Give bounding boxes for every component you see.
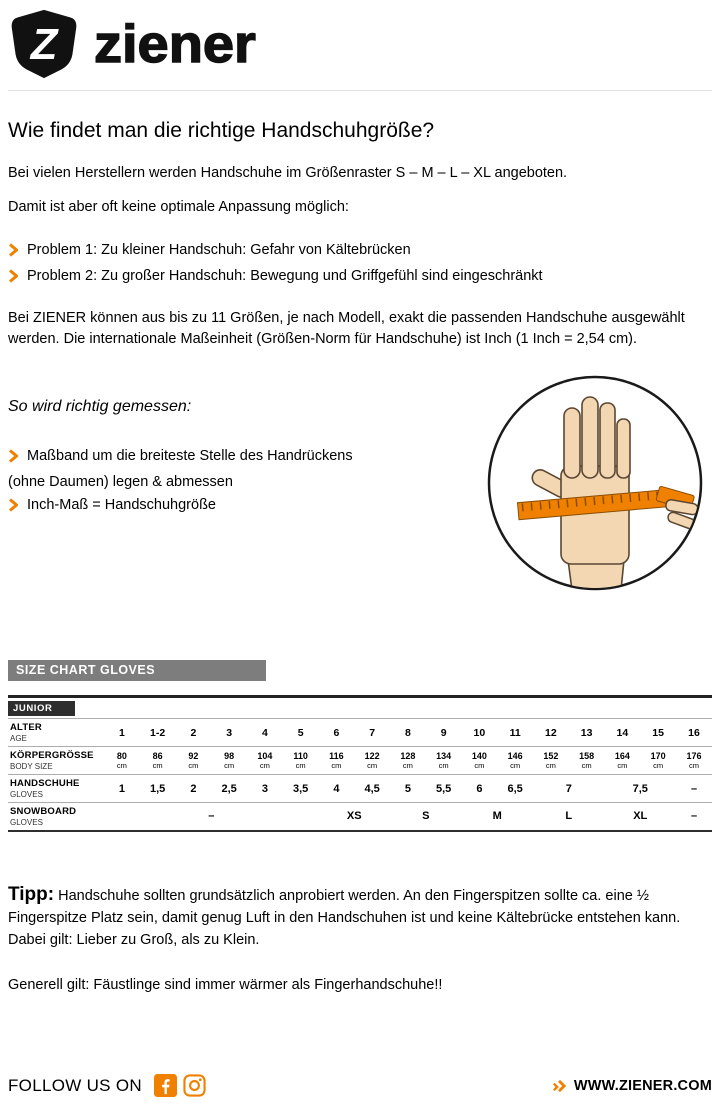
size-cell: 122 cm — [354, 747, 390, 775]
tip-label: Tipp: — [8, 883, 55, 905]
size-cell: 14 — [605, 719, 641, 747]
measure-bullet-1 — [8, 448, 478, 464]
measure-text-1-continued: (ohne Daumen) legen & abmessen — [8, 474, 233, 490]
measure-text-2: Inch-Maß = Handschuhgröße — [27, 497, 216, 513]
measure-section — [8, 398, 712, 634]
size-cell: 15 — [640, 719, 676, 747]
brand-wordmark: ziener — [94, 13, 256, 74]
problem-bullet-2 — [8, 268, 712, 284]
size-cell: 5,5 — [426, 775, 462, 803]
footer — [8, 1074, 712, 1097]
size-cell: 6 — [462, 775, 498, 803]
facebook-icon[interactable] — [154, 1074, 177, 1097]
size-cell: 2 — [176, 775, 212, 803]
chevron-bullet-icon — [8, 498, 18, 512]
measure-bullet-2 — [8, 497, 478, 513]
size-cell: 5 — [390, 775, 426, 803]
size-cell: S — [390, 803, 462, 831]
hand-measurement-illustration — [484, 372, 706, 594]
size-cell: 98 cm — [211, 747, 247, 775]
website-url: WWW.ZIENER.COM — [573, 1077, 712, 1094]
size-cell: 110 cm — [283, 747, 319, 775]
ziener-shield-logo-icon — [8, 8, 80, 80]
size-cell: 3 — [247, 775, 283, 803]
brand-header — [8, 0, 712, 91]
size-cell: 80 cm — [104, 747, 140, 775]
size-cell: 6 — [319, 719, 355, 747]
problem-list — [8, 242, 712, 284]
size-cell: 104 cm — [247, 747, 283, 775]
size-row-label: KÖRPERGRÖSSE BODY SIZE — [8, 747, 104, 775]
size-cell: 4 — [247, 719, 283, 747]
measure-instructions — [8, 398, 478, 513]
size-cell: 128 cm — [390, 747, 426, 775]
size-table-block — [8, 695, 712, 832]
size-cell: 1 — [104, 775, 140, 803]
size-cell: 116 cm — [319, 747, 355, 775]
size-cell: 4,5 — [354, 775, 390, 803]
size-cell: 158 cm — [569, 747, 605, 775]
double-chevron-icon — [552, 1079, 567, 1093]
sizing-explanation: Bei ZIENER können aus bis zu 11 Größen, je nach Modell, exakt die passenden Handschuhe ausgewählt werden. Die internationale Maßeinheit (Größen-Norm für Handschuhe) ist Inch (1 Inch = 2,54 cm). — [8, 310, 685, 347]
social-icons — [154, 1074, 206, 1097]
size-cell: 92 cm — [176, 747, 212, 775]
size-cell: – — [676, 803, 712, 831]
size-cell: – — [676, 775, 712, 803]
measure-heading: So wird richtig gemessen: — [8, 398, 192, 415]
size-cell: 3 — [211, 719, 247, 747]
size-table-row — [8, 775, 712, 803]
size-cell: 9 — [426, 719, 462, 747]
intro-line-2: Damit ist aber oft keine optimale Anpassung möglich: — [8, 199, 349, 215]
size-cell: 170 cm — [640, 747, 676, 775]
size-cell: 146 cm — [497, 747, 533, 775]
size-cell: 5 — [283, 719, 319, 747]
size-cell: 6,5 — [497, 775, 533, 803]
size-cell: 2 — [176, 719, 212, 747]
size-cell: 13 — [569, 719, 605, 747]
size-cell: 3,5 — [283, 775, 319, 803]
size-cell: 4 — [319, 775, 355, 803]
size-cell: 12 — [533, 719, 569, 747]
size-cell: 152 cm — [533, 747, 569, 775]
chevron-bullet-icon — [8, 449, 18, 463]
size-chart-table — [8, 718, 712, 832]
general-note: Generell gilt: Fäustlinge sind immer wärmer als Fingerhandschuhe!! — [8, 976, 443, 993]
measure-text-1: Maßband um die breiteste Stelle des Handrückens — [27, 448, 353, 464]
intro-line-1: Bei vielen Herstellern werden Handschuhe im Größenraster S – M – L – XL angeboten. — [8, 165, 568, 181]
intro-paragraph — [8, 163, 712, 218]
size-cell: 134 cm — [426, 747, 462, 775]
size-cell: 2,5 — [211, 775, 247, 803]
size-cell: 7 — [354, 719, 390, 747]
size-row-label: ALTER AGE — [8, 719, 104, 747]
follow-us-label: FOLLOW US ON — [8, 1075, 142, 1095]
size-cell: 7,5 — [605, 775, 677, 803]
problem-text-2: Problem 2: Zu großer Handschuh: Bewegung und Griffgefühl sind eingeschränkt — [27, 268, 543, 284]
size-cell: 140 cm — [462, 747, 498, 775]
size-table-row — [8, 747, 712, 775]
size-cell: L — [533, 803, 605, 831]
size-cell: 16 — [676, 719, 712, 747]
size-cell: XL — [605, 803, 677, 831]
size-cell: 10 — [462, 719, 498, 747]
logo-letter: Z — [30, 21, 58, 70]
website-link[interactable] — [552, 1078, 712, 1094]
size-cell: – — [104, 803, 319, 831]
size-cell: 86 cm — [140, 747, 176, 775]
size-table-row — [8, 803, 712, 831]
size-cell: 176 cm — [676, 747, 712, 775]
size-row-label: SNOWBOARD GLOVES — [8, 803, 104, 831]
size-cell: 7 — [533, 775, 605, 803]
size-cell: 164 cm — [605, 747, 641, 775]
size-chart-title-bar: SIZE CHART GLOVES — [8, 660, 266, 681]
tip-text: Handschuhe sollten grundsätzlich anprobiert werden. An den Fingerspitzen sollte ca. eine ½ Fingerspitze Platz sein, damit genug Luft in den Handschuhen ist und keine Kältebrücke entstehen kann. Dabei gilt: Lieber zu Groß, als zu Klein. — [8, 887, 681, 948]
size-cell: XS — [319, 803, 391, 831]
tip-paragraph — [8, 884, 712, 951]
chevron-bullet-icon — [8, 243, 18, 257]
size-cell: 1 — [104, 719, 140, 747]
chevron-bullet-icon — [8, 269, 18, 283]
size-row-label: HANDSCHUHE GLOVES — [8, 775, 104, 803]
instagram-icon[interactable] — [183, 1074, 206, 1097]
problem-text-1: Problem 1: Zu kleiner Handschuh: Gefahr von Kältebrücken — [27, 242, 411, 258]
problem-bullet-1 — [8, 242, 712, 258]
size-cell: M — [462, 803, 534, 831]
size-cell: 1,5 — [140, 775, 176, 803]
size-table-row — [8, 719, 712, 747]
size-cell: 1-2 — [140, 719, 176, 747]
size-cell: 11 — [497, 719, 533, 747]
size-cell: 8 — [390, 719, 426, 747]
junior-group-tag: JUNIOR — [8, 701, 75, 716]
page-title: Wie findet man die richtige Handschuhgröße? — [8, 119, 435, 142]
